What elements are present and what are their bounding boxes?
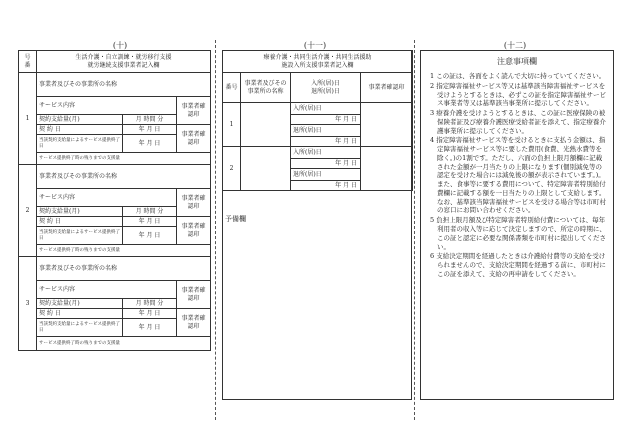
- contract-amount-label: 契約支給量(月): [37, 299, 123, 309]
- name-cell: [241, 103, 291, 147]
- section-12-number: (十二): [503, 41, 527, 50]
- row-number: 2: [19, 165, 37, 257]
- end-date: 年 月 日: [123, 227, 177, 245]
- month-hours: 月 時間 分: [123, 115, 177, 125]
- confirm-seal-label: 事業者確認印: [177, 217, 211, 245]
- divider-dashed: [215, 40, 216, 420]
- header-number: 号 番: [19, 51, 37, 73]
- row-number: 3: [19, 257, 37, 351]
- confirm-label: 事業者確認印: [177, 189, 211, 217]
- service-label: サービス内容: [37, 97, 177, 115]
- provider-name-label: 事業者及びその事業所の名称: [37, 257, 211, 281]
- in-date: 年 月 日: [291, 115, 361, 125]
- service-label: サービス内容: [37, 281, 177, 299]
- section-10-number: (十): [112, 41, 128, 50]
- contract-date: 年 月 日: [123, 217, 177, 227]
- note-item: 4 指定障害福祉サービス等を受けるときに支払う金額は、指定障害福祉サービス等に要した費用(食費、光熱水費等を除く。)の1割です。ただし、六面の負担上限月額欄に記載された金額が一月当たりの上限になります(個別減免等の認定を受けた場合には減免後の額が表示されています。)。また、食事等に要する費用について、特定障害者特別給付費欄に記載する額を一日当たりの上限として支給します。なお、基準該当障害福祉サービスを受ける場合等は市町村の窓口にお問い合わせください。: [430, 136, 606, 215]
- contract-date: 年 月 日: [123, 125, 177, 135]
- done-amount-label: 当該契約支給量によるサービス提供終了日: [37, 227, 123, 245]
- month-hours: 月 時間 分: [123, 207, 177, 217]
- out-label: 退所(居)日: [291, 169, 361, 181]
- out-date: 年 月 日: [291, 181, 361, 191]
- confirm-cell: [361, 103, 413, 147]
- col-dates: 入所(居)日 退所(居)日: [291, 73, 361, 103]
- section-10-table: [18, 50, 211, 351]
- col-confirm: 事業者確認印: [361, 73, 413, 103]
- note-item: 3 療養介護を受けようとするときは、この証に医療保険の被保険者証及び療養介護医療受給者証を添えて、指定療養介護事業所に提示してください。: [430, 109, 606, 135]
- in-label: 入所(居)日: [291, 103, 361, 115]
- note-item: 1 この証は、各面をよく読んで大切に持っていてください。: [430, 72, 606, 80]
- note-item: 5 負担上限月額及び特定障害者特別給付費については、毎年利用者の収入等に応じて決定しますので、所定の時期に、この証と認定に必要な関係書類を市町村に提出してください。: [430, 216, 606, 251]
- contract-amount-label: 契約支給量(月): [37, 207, 123, 217]
- confirm-label: 事業者確認印: [177, 281, 211, 309]
- remarks-label: 予備欄: [225, 215, 246, 223]
- remaining-label: サービス提供終了時の残りまでの支援量: [37, 153, 211, 165]
- done-amount-label: 当該契約支給量によるサービス提供終了日: [37, 135, 123, 153]
- section-11-header: 療養介護・共同生活介護・共同生活援助 施設入所支援事業者記入欄: [223, 51, 413, 73]
- notes-title: 注意事項欄: [497, 57, 537, 66]
- contract-amount-label: 契約支給量(月): [37, 115, 123, 125]
- contract-day-label: 契 約 日: [37, 125, 123, 135]
- col-number: 番号: [223, 73, 241, 103]
- provider-name-label: 事業者及びその事業所の名称: [37, 73, 211, 97]
- col-name: 事業者及びその事業所の名称: [241, 73, 291, 103]
- confirm-cell: [361, 147, 413, 191]
- contract-day-label: 契 約 日: [37, 217, 123, 227]
- confirm-seal-label: 事業者確認印: [177, 309, 211, 337]
- remaining-label: サービス提供終了時の残りまでの支援量: [37, 245, 211, 257]
- row-number: 2: [223, 147, 241, 191]
- confirm-seal-label: 事業者確認印: [177, 125, 211, 153]
- divider-dashed: [414, 40, 415, 420]
- row-number: 1: [223, 103, 241, 147]
- contract-date: 年 月 日: [123, 309, 177, 319]
- out-date: 年 月 日: [291, 137, 361, 147]
- service-label: サービス内容: [37, 189, 177, 207]
- note-item: 2 指定障害福祉サービス等又は基準該当障害福祉サービスを受けようとするときは、必ずこの証を指定障害福祉サービス事業者等又は基準該当事業所に提示してください。: [430, 81, 606, 108]
- in-date: 年 月 日: [291, 159, 361, 169]
- notes-body: [430, 72, 608, 280]
- in-label: 入所(居)日: [291, 147, 361, 159]
- contract-day-label: 契 約 日: [37, 309, 123, 319]
- remaining-label: サービス提供終了時の残りまでの支援量: [37, 337, 211, 351]
- out-label: 退所(居)日: [291, 125, 361, 137]
- month-hours: 月 時間 分: [123, 299, 177, 309]
- section-11-table: [222, 50, 413, 191]
- name-cell: [241, 147, 291, 191]
- section-10-header: 生活介護・自立訓練・就労移行支援 就労継続支援事業者記入欄: [37, 51, 211, 73]
- provider-name-label: 事業者及びその事業所の名称: [37, 165, 211, 189]
- row-number: 1: [19, 73, 37, 165]
- end-date: 年 月 日: [123, 135, 177, 153]
- section-11-number: (十一): [303, 41, 327, 50]
- end-date: 年 月 日: [123, 319, 177, 337]
- confirm-label: 事業者確認印: [177, 97, 211, 125]
- note-item: 6 支給決定期間を経過したときは介護給付費等の支給を受けられませんので、支給決定期間を経過する前に、市町村にこの証を添えて、支給の再申請をしてください。: [430, 252, 606, 278]
- done-amount-label: 当該契約支給量によるサービス提供終了日: [37, 319, 123, 337]
